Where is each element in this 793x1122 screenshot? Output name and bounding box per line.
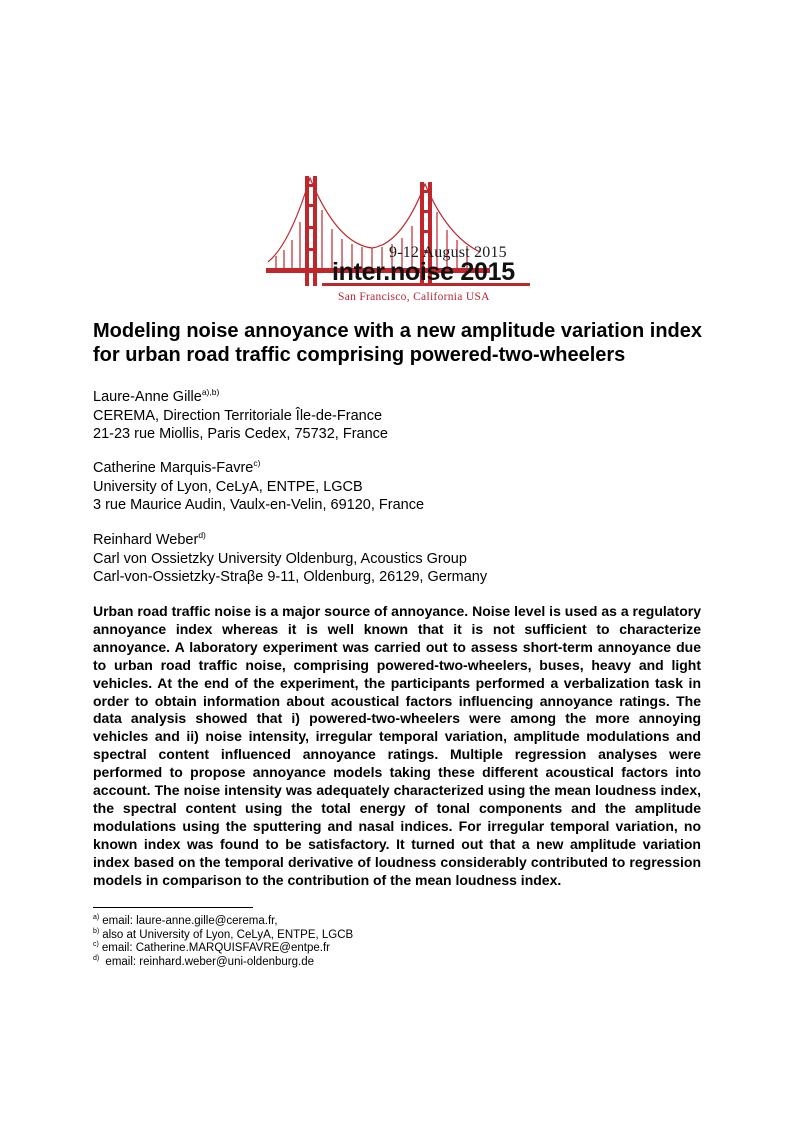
footnote-text: email: laure-anne.gille@cerema.fr, (102, 915, 278, 927)
conference-logo (262, 174, 532, 306)
footnote (93, 929, 353, 943)
abstract: Urban road traffic noise is a major source of annoyance. Noise level is used as a regulatory annoyance index whereas it is well known that it is not sufficient to characterize annoyance. A laboratory experiment was carried out to assess short-term annoyance due to urban road traffic noise, comprising powered-two-wheelers, buses, heavy and light vehicles. At the end of the experiment, the participants performed a verbalization task in order to obtain information about acoustical factors influencing annoyance ratings. The data analysis showed that i) powered-two-wheelers were among the more annoying vehicles and ii) noise intensity, irregular temporal variation, amplitude modulations and spectral content influenced annoyance ratings. Multiple regression analyses were performed to propose annoyance models taking these different acoustical factors into account. The noise intensity was adequately characterized using the mean loudness index, the spectral content using the total energy of tonal components and the amplitude modulations using the sputtering and nasal indices. For irregular temporal variation, no known index was found to be satisfactory. It turned out that a new amplitude variation index based on the temporal derivative of loudness considerably contributed to regression models in comparison to the contribution of the mean loudness index. (93, 603, 701, 888)
footnote (93, 942, 353, 956)
conference-name: inter.noise 2015 (332, 258, 515, 286)
paper-title: Modeling noise annoyance with a new amplitude variation index for urban road traffic comprising powered-two-wheelers (93, 320, 702, 366)
affiliation-marks: d) (198, 530, 206, 541)
affiliation-line: CEREMA, Direction Territoriale Île-de-France (93, 407, 383, 424)
footnote-text: also at University of Lyon, CeLyA, ENTPE, LGCB (102, 928, 354, 941)
conference-date: 9-12 August 2015 (389, 244, 507, 261)
affiliation-line: University of Lyon, CeLyA, ENTPE, LGCB (93, 478, 363, 495)
footnote-mark: a) (93, 914, 100, 922)
footnote-text: email: reinhard.weber@uni-oldenburg.de (102, 955, 315, 968)
author-name-line (93, 388, 713, 407)
author-block (93, 388, 713, 444)
footnote-divider (93, 907, 253, 908)
address-line: 3 rue Maurice Audin, Vaulx-en-Velin, 69120, France (93, 497, 425, 513)
author-name: Laure-Anne Gille (93, 389, 202, 405)
affiliation-marks: c) (253, 458, 261, 469)
footnote-mark: b) (93, 927, 100, 935)
author-name-line (93, 459, 713, 478)
affiliation-line: Carl von Ossietzky University Oldenburg, Acoustics Group (93, 550, 467, 567)
footnote-text: email: Catherine.MARQUISFAVRE@entpe.fr (101, 942, 330, 954)
address-line: Carl-von-Ossietzky-Straβe 9-11, Oldenburg, 26129, Germany (93, 569, 488, 585)
footnote (93, 915, 353, 929)
author-name-line (93, 531, 713, 550)
footnote-mark: c) (93, 941, 99, 949)
address-line: 21-23 rue Miollis, Paris Cedex, 75732, France (93, 426, 388, 442)
footnote-mark: d) (93, 954, 100, 962)
conference-location: San Francisco, California USA (338, 291, 490, 303)
affiliation-marks: a),b) (201, 387, 220, 398)
author-name: Catherine Marquis-Favre (93, 460, 254, 476)
footnote (93, 956, 353, 970)
author-block (93, 531, 713, 587)
footnotes (93, 915, 353, 969)
author-block (93, 459, 713, 515)
author-name: Reinhard Weber (93, 532, 199, 548)
